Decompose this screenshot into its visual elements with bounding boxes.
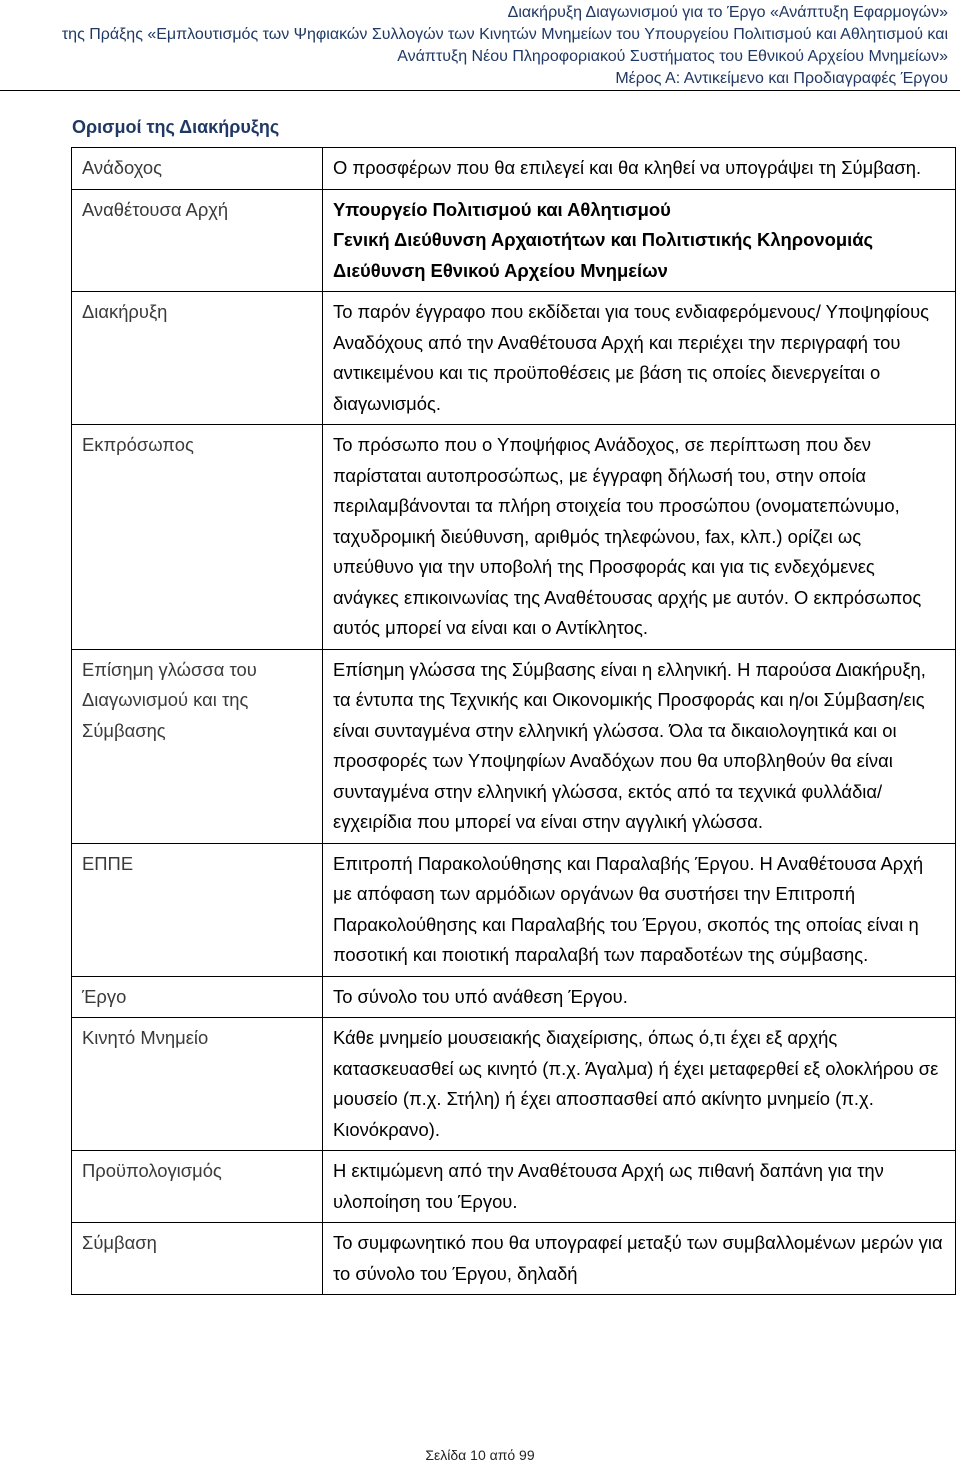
- term-cell: Σύμβαση: [72, 1223, 323, 1295]
- page-header: [8, 2, 948, 90]
- definition-cell: Το παρόν έγγραφο που εκδίδεται για τους ενδιαφερόμενους/ Υποψηφίους Αναδόχους από την Αναθέτουσα Αρχή και περιέχει την περιγραφή του αντικειμένου και τις προϋποθέσεις με βάση τις οποίες διενεργείται ο διαγωνισμός.: [323, 292, 956, 425]
- header-line: Διακήρυξη Διαγωνισμού για το Έργο «Ανάπτυξη Εφαρμογών»: [507, 4, 948, 21]
- page-number: Σελίδα 10 από 99: [425, 1447, 535, 1463]
- header-divider: [0, 90, 960, 91]
- term-cell: Ανάδοχος: [72, 148, 323, 190]
- definition-cell: Η εκτιμώμενη από την Αναθέτουσα Αρχή ως πιθανή δαπάνη για την υλοποίηση του Έργου.: [323, 1151, 956, 1223]
- table-row: [72, 976, 956, 1018]
- term-cell: Προϋπολογισμός: [72, 1151, 323, 1223]
- table-row: [72, 1223, 956, 1295]
- section-title: Ορισμοί της Διακήρυξης: [72, 117, 280, 137]
- definition-cell: Ο προσφέρων που θα επιλεγεί και θα κληθεί να υπογράψει τη Σύμβαση.: [323, 148, 956, 190]
- term-cell: Αναθέτουσα Αρχή: [72, 189, 323, 292]
- authority-line: Διεύθυνση Εθνικού Αρχείου Μνημείων: [333, 259, 668, 281]
- definition-cell: Το συμφωνητικό που θα υπογραφεί μεταξύ των συμβαλλομένων μερών για το σύνολο του Έργου, δηλαδή: [323, 1223, 956, 1295]
- term-cell: Κινητό Μνημείο: [72, 1018, 323, 1151]
- table-row: [72, 843, 956, 976]
- header-line: της Πράξης «Εμπλουτισμός των Ψηφιακών Συλλογών των Κινητών Μνημείων του Υπουργείου Πολιτισμού και Αθλητισμού και: [61, 26, 948, 43]
- definition-cell: Το πρόσωπο που ο Υποψήφιος Ανάδοχος, σε περίπτωση που δεν παρίσταται αυτοπροσώπως, με έγγραφη δήλωσή του, στην οποία περιλαμβάνονται τα πλήρη στοιχεία του προσώπου (ονοματεπώνυμο, ταχυδρομική διεύθυνση, αριθμός τηλεφώνου, fax, κλπ.) ορίζει ως υπεύθυνο για την υποβολή της Προσφοράς και για τις ενδεχόμενες ανάγκες επικοινωνίας της Αναθέτουσας αρχής με αυτόν. Ο εκπρόσωπος αυτός μπορεί να είναι και ο Αντίκλητος.: [323, 425, 956, 650]
- definition-cell: [323, 189, 956, 292]
- term-cell: Εκπρόσωπος: [72, 425, 323, 650]
- term-cell: Επίσημη γλώσσα του Διαγωνισμού και της Σύμβασης: [72, 649, 323, 843]
- authority-line: Υπουργείο Πολιτισμού και Αθλητισμού: [333, 198, 671, 220]
- table-row: [72, 1018, 956, 1151]
- header-line: Μέρος Α: Αντικείμενο και Προδιαγραφές Έργου: [615, 70, 948, 87]
- term-cell: Διακήρυξη: [72, 292, 323, 425]
- term-cell: ΕΠΠΕ: [72, 843, 323, 976]
- definition-cell: Επίσημη γλώσσα της Σύμβασης είναι η ελληνική. Η παρούσα Διακήρυξη, τα έντυπα της Τεχνικής και Οικονομικής Προσφοράς και η/οι Σύμβαση/εις είναι συνταγμένα στην ελληνική γλώσσα. Όλα τα δικαιολογητικά και οι προσφορές των Υποψηφίων Αναδόχων που θα υποβληθούν θα είναι συνταγμένα στην ελληνική γλώσσα, εκτός από τα τεχνικά φυλλάδια/ εγχειρίδια που μπορεί να είναι στην αγγλική γλώσσα.: [323, 649, 956, 843]
- table-row: [72, 148, 956, 190]
- header-line: Ανάπτυξη Νέου Πληροφοριακού Συστήματος του Εθνικού Αρχείου Μνημείων»: [397, 48, 948, 65]
- table-row: [72, 189, 956, 292]
- definition-cell: Το σύνολο του υπό ανάθεση Έργου.: [323, 976, 956, 1018]
- term-cell: Έργο: [72, 976, 323, 1018]
- table-row: [72, 292, 956, 425]
- table-row: [72, 1151, 956, 1223]
- definitions-table: [71, 147, 956, 1295]
- definition-cell: Επιτροπή Παρακολούθησης και Παραλαβής Έργου. Η Αναθέτουσα Αρχή με απόφαση των αρμόδιων οργάνων θα συστήσει την Επιτροπή Παρακολούθησης και Παραλαβής του Έργου, σκοπός της οποίας είναι η ποσοτική και ποιοτική παραλαβή των παραδοτέων της σύμβασης.: [323, 843, 956, 976]
- table-row: [72, 649, 956, 843]
- authority-line: Γενική Διεύθυνση Αρχαιοτήτων και Πολιτιστικής Κληρονομιάς: [333, 229, 874, 250]
- definition-cell: Κάθε μνημείο μουσειακής διαχείρισης, όπως ό,τι έχει εξ αρχής κατασκευασθεί ως κινητό (π.χ. Άγαλμα) ή έχει μεταφερθεί εξ ολοκλήρου σε μουσείο (π.χ. Στήλη) ή έχει αποσπασθεί από ακίνητο μνημείο (π.χ. Κιονόκρανο).: [323, 1018, 956, 1151]
- table-row: [72, 425, 956, 650]
